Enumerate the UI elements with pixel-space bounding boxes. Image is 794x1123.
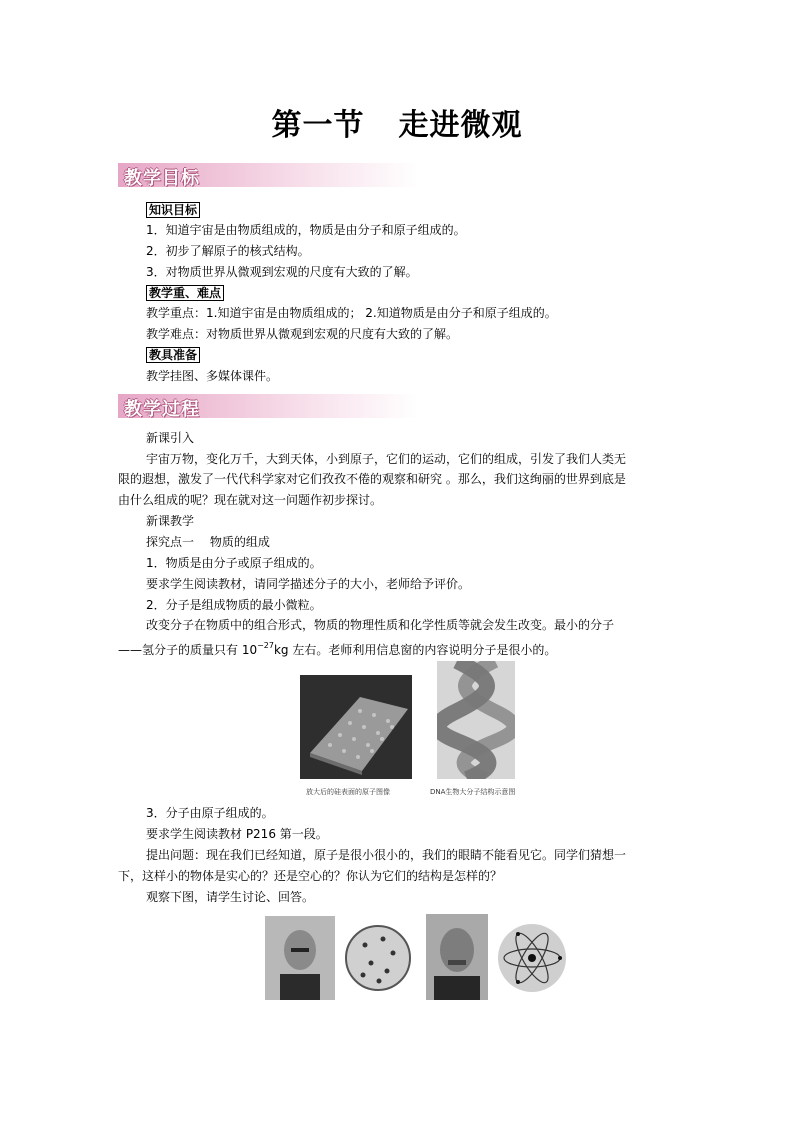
plum-pudding-model bbox=[343, 917, 413, 999]
item-2: 2．分子是组成物质的最小微粒。 bbox=[146, 598, 322, 612]
item-2-desc-2a: ——氢分子的质量只有 10 bbox=[118, 643, 258, 657]
knowledge-label-row bbox=[146, 200, 200, 220]
inquiry-point-1: 探究点一 物质的组成 bbox=[146, 535, 270, 549]
item-1-desc: 要求学生阅读教材，请同学描述分子的大小，老师给予评价。 bbox=[146, 577, 471, 591]
key-label-row bbox=[146, 283, 224, 303]
item-3-desc: 要求学生阅读教材 P216 第一段。 bbox=[146, 827, 328, 841]
title-part1: 第一节 bbox=[271, 108, 365, 143]
orbital-model-graphic bbox=[494, 918, 570, 998]
rutherford-atom-model bbox=[494, 918, 570, 998]
page-title bbox=[0, 100, 794, 144]
silicon-surface-graphic bbox=[300, 675, 412, 779]
section-title-process: 教学过程 bbox=[124, 399, 200, 420]
caption-silicon: 放大后的硅表面的原子图像 bbox=[306, 788, 390, 796]
objective-1: 1．知道宇宙是由物质组成的，物质是由分子和原子组成的。 bbox=[146, 223, 466, 237]
exponent: −27 bbox=[257, 641, 274, 650]
objective-3: 3．对物质世界从微观到宏观的尺度有大致的了解。 bbox=[146, 265, 418, 279]
caption-dna: DNA生物大分子结构示意图 bbox=[430, 788, 516, 796]
knowledge-label: 知识目标 bbox=[146, 202, 200, 218]
objective-2: 2．初步了解原子的核式结构。 bbox=[146, 244, 310, 258]
new-lesson-heading: 新课教学 bbox=[146, 514, 195, 528]
item-3: 3．分子由原子组成的。 bbox=[146, 806, 274, 820]
dna-helix-graphic bbox=[437, 661, 515, 779]
dna-structure-image bbox=[437, 661, 515, 779]
portrait-1-graphic bbox=[265, 916, 335, 1000]
section-header-objectives bbox=[118, 163, 418, 187]
key-points: 教学重点：1.知道宇宙是由物质组成的； 2.知道物质是由分子和原子组成的。 bbox=[146, 306, 557, 320]
question-line-2: 下，这样小的物体是实心的？还是空心的？你认为它们的结构是怎样的？ bbox=[118, 869, 503, 883]
tools-text: 教学挂图、多媒体课件。 bbox=[146, 369, 279, 383]
observe-text: 观察下图，请学生讨论、回答。 bbox=[146, 890, 315, 904]
section-title-objectives: 教学目标 bbox=[124, 168, 200, 189]
portrait-2-graphic bbox=[426, 914, 488, 1000]
section-header-process bbox=[118, 394, 418, 418]
tools-label: 教具准备 bbox=[146, 347, 200, 363]
intro-line-1: 宇宙万物，变化万千，大到天体，小到原子，它们的运动，它们的组成，引发了我们人类无 bbox=[146, 452, 627, 466]
item-1: 1．物质是由分子或原子组成的。 bbox=[146, 556, 322, 570]
title-part2: 走进微观 bbox=[398, 108, 523, 143]
intro-heading: 新课引入 bbox=[146, 431, 195, 445]
key-label: 教学重、难点 bbox=[146, 285, 224, 301]
plum-pudding-graphic bbox=[343, 917, 413, 999]
item-2-desc-2 bbox=[118, 636, 556, 660]
intro-line-3: 由什么组成的呢？现在就对这一问题作初步探讨。 bbox=[118, 493, 383, 507]
intro-line-2: 限的遐想，激发了一代代科学家对它们孜孜不倦的观察和研究 。那么，我们这绚丽的世界到底是 bbox=[118, 472, 626, 486]
scientist-portrait-2 bbox=[426, 914, 488, 1000]
item-2-desc-2b: kg 左右。老师利用信息窗的内容说明分子是很小的。 bbox=[273, 643, 557, 657]
silicon-atom-image bbox=[300, 675, 412, 779]
item-2-desc-1: 改变分子在物质中的组合形式，物质的物理性质和化学性质等就会发生改变。最小的分子 bbox=[146, 618, 615, 632]
scientist-portrait-1 bbox=[265, 916, 335, 1000]
tools-label-row bbox=[146, 345, 200, 365]
question-line-1: 提出问题：现在我们已经知道，原子是很小很小的，我们的眼睛不能看见它。同学们猜想一 bbox=[146, 848, 627, 862]
difficult-points: 教学难点：对物质世界从微观到宏观的尺度有大致的了解。 bbox=[146, 327, 459, 341]
